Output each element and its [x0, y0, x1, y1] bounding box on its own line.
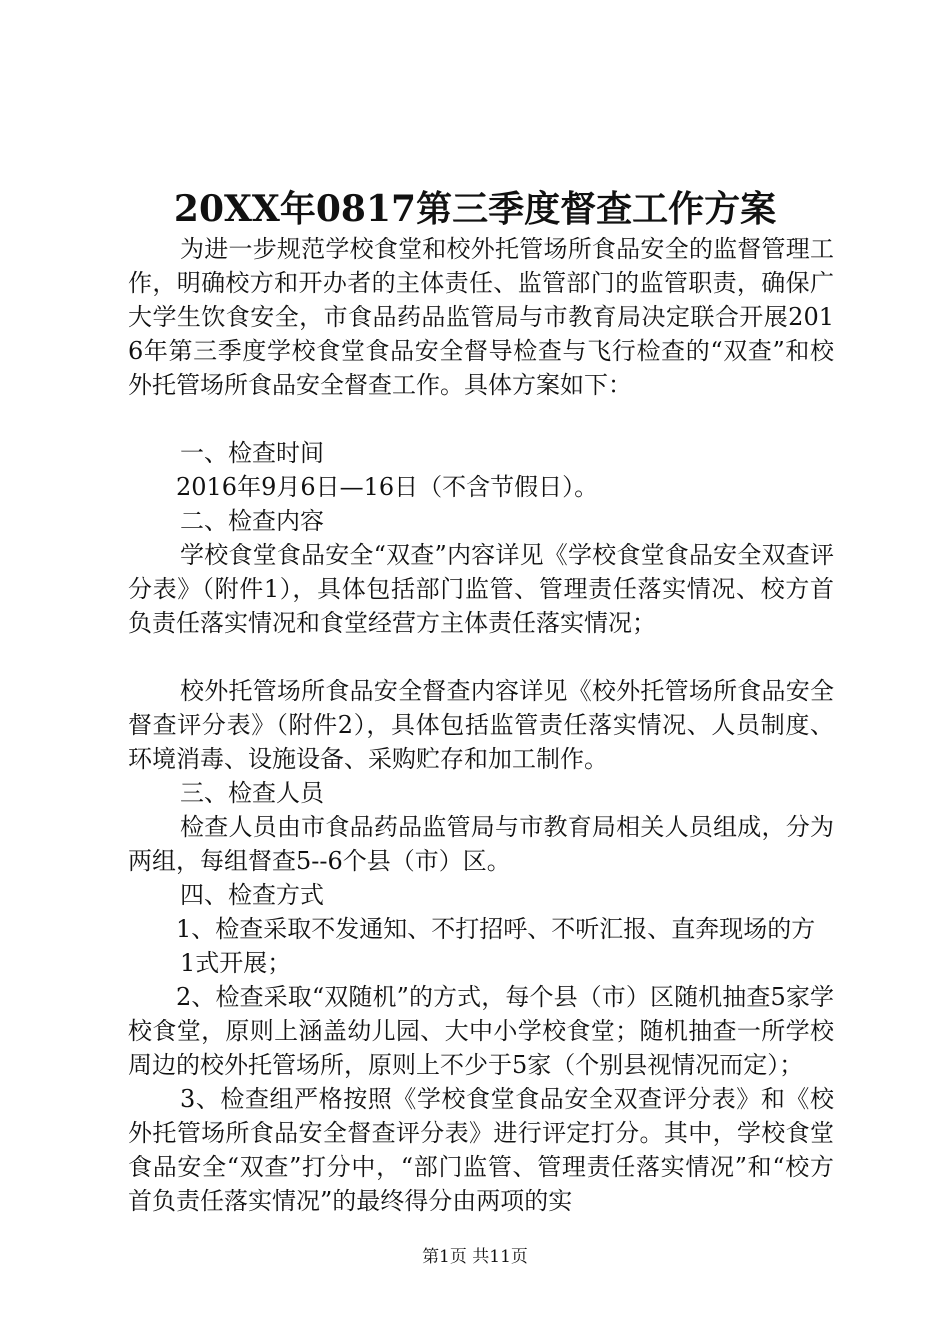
- canteen-content-paragraph: 学校食堂食品安全“双查”内容详见《学校食堂食品安全双查评分表》（附件1），具体包括部门监管、管理责任落实情况、校方首负责任落实情况和食堂经营方主体责任落实情况；: [128, 541, 834, 637]
- custody-content-paragraph: 校外托管场所食品安全督查内容详见《校外托管场所食品安全督查评分表》（附件2），具体包括监管责任落实情况、人员制度、环境消毒、设施设备、采购贮存和加工制作。: [128, 677, 834, 773]
- document-title: 20XX年0817第三季度督查工作方案: [173, 188, 777, 230]
- method-item-1-continued: 1式开展；: [180, 949, 292, 977]
- paragraph-gap: [128, 640, 834, 674]
- section-heading-time: 一、检查时间: [180, 439, 324, 467]
- intro-paragraph: 为进一步规范学校食堂和校外托管场所食品安全的监督管理工作，明确校方和开办者的主体责任、监管部门的监管职责，确保广大学生饮食安全，市食品药品监管局与市教育局决定联合开展2016年第三季度学校食堂食品安全督导检查与飞行检查的“双查”和校外托管场所食品安全督查工作。具体方案如下：: [128, 235, 834, 399]
- method-item-2: 2、检查采取“双随机”的方式，每个县（市）区随机抽查5家学校食堂，原则上涵盖幼儿园、大中小学校食堂；随机抽查一所学校周边的校外托管场所，原则上不少于5家（个别县视情况而定）；: [128, 983, 834, 1079]
- paragraph-gap: [128, 402, 834, 436]
- inspection-date-paragraph: 2016年9月6日—16日（不含节假日）。: [176, 473, 599, 501]
- section-heading-personnel: 三、检查人员: [180, 779, 324, 807]
- page-footer: 第1页 共11页: [422, 1247, 528, 1267]
- section-heading-content: 二、检查内容: [180, 507, 324, 535]
- method-item-1: 1、检查采取不发通知、不打招呼、不听汇报、直奔现场的方: [176, 915, 816, 943]
- personnel-paragraph: 检查人员由市食品药品监管局与市教育局相关人员组成，分为两组，每组督查5--6个县（市）区。: [128, 813, 834, 875]
- document-body: [128, 232, 834, 1218]
- section-heading-method: 四、检查方式: [180, 881, 324, 909]
- method-item-3: 3、检查组严格按照《学校食堂食品安全双查评分表》和《校外托管场所食品安全督查评分表》进行评定打分。其中，学校食堂食品安全“双查”打分中，“部门监管、管理责任落实情况”和“校方首负责任落实情况”的最终得分由两项的实: [128, 1085, 834, 1215]
